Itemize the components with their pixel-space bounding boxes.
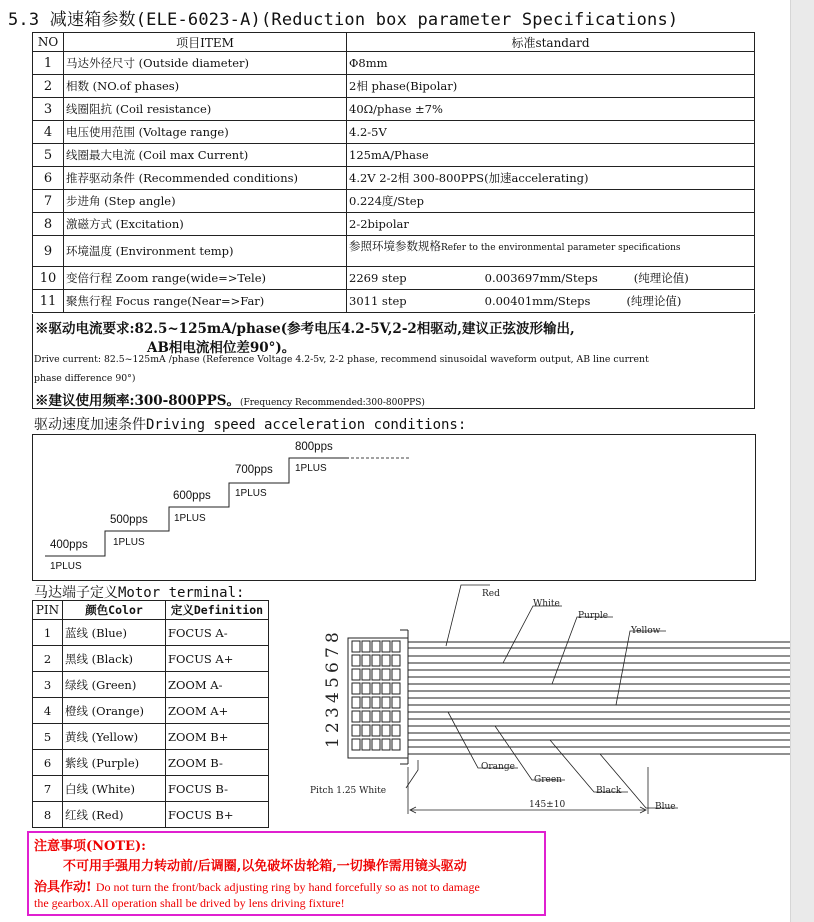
drive-note-en-2: phase difference 90°) [34, 373, 136, 384]
spec-no: 1 [33, 52, 64, 75]
attention-line-2-cn: 治具作动! [34, 880, 92, 895]
pin-number-label: 1 [323, 737, 343, 748]
pin-number: 3 [33, 672, 63, 698]
pin-color: 白线 (White) [63, 776, 166, 802]
pin-definition: ZOOM A- [166, 672, 269, 698]
step-plus-2: 1PLUS [113, 537, 145, 548]
spec-no: 3 [33, 98, 64, 121]
pin-number: 2 [33, 646, 63, 672]
focus-steps: 3011 step [349, 294, 407, 308]
pin-definition: FOCUS B- [166, 776, 269, 802]
spec-item: 环境温度 (Environment temp) [64, 236, 347, 267]
frequency-note-en: (Frequency Recommended:300-800PPS) [240, 398, 425, 408]
pin-number-label: 6 [323, 662, 343, 673]
table-row [33, 213, 755, 236]
pin-number: 4 [33, 698, 63, 724]
spec-no: 8 [33, 213, 64, 236]
wire-label-yellow: Yellow [631, 626, 661, 636]
pin-definition: FOCUS B+ [166, 802, 269, 828]
pin-number-label: 4 [323, 692, 343, 703]
spec-value-en: Refer to the environmental parameter specifications [441, 243, 681, 253]
pin-number: 8 [33, 802, 63, 828]
pin-number: 1 [33, 620, 63, 646]
spec-item: 变倍行程 Zoom range(wide=>Tele) [64, 267, 347, 290]
length-label: 145±10 [529, 800, 566, 810]
spec-value [347, 236, 755, 267]
acceleration-diagram [32, 434, 756, 581]
spec-value: 2-2bipolar [347, 213, 755, 236]
spec-item: 相数 (NO.of phases) [64, 75, 347, 98]
spec-item: 步进角 (Step angle) [64, 190, 347, 213]
table-row [33, 672, 269, 698]
pin-header-row [33, 601, 269, 620]
pin-definition: FOCUS A- [166, 620, 269, 646]
table-row [33, 121, 755, 144]
step-speed-400: 400pps [50, 539, 88, 551]
pin-definition: ZOOM B- [166, 750, 269, 776]
step-plus-1: 1PLUS [50, 561, 82, 572]
spec-value: 0.224度/Step [347, 190, 755, 213]
spec-item: 线圈最大电流 (Coil max Current) [64, 144, 347, 167]
zoom-note: (纯理论值) [633, 271, 689, 285]
spec-item: 聚焦行程 Focus range(Near=>Far) [64, 290, 347, 313]
wire-label-blue: Blue [655, 802, 676, 812]
pin-definition: FOCUS A+ [166, 646, 269, 672]
table-row [33, 290, 755, 313]
spec-no: 7 [33, 190, 64, 213]
drive-note-en-1: Drive current: 82.5~125mA /phase (Reference Voltage 4.2-5v, 2-2 phase, recommend sinusoidal waveform output, AB line current [34, 354, 649, 365]
acceleration-title: 驱动速度加速条件Driving speed acceleration conditions: [34, 417, 467, 433]
frequency-note-cn: ※建议使用频率:300-800PPS。 [35, 393, 240, 409]
wire-label-purple: Purple [578, 611, 609, 621]
pin-header-color: 颜色Color [63, 601, 166, 620]
table-row [33, 236, 755, 267]
pin-number-label: 7 [323, 647, 343, 658]
spec-item: 电压使用范围 (Voltage range) [64, 121, 347, 144]
spec-no: 2 [33, 75, 64, 98]
frequency-note [35, 389, 425, 409]
pitch-label: Pitch 1.25 White [310, 786, 387, 796]
spec-no: 4 [33, 121, 64, 144]
spec-table [32, 32, 755, 313]
motor-terminal-table [32, 600, 269, 828]
wire-label-green: Green [534, 775, 562, 785]
spec-no: 10 [33, 267, 64, 290]
pin-definition: ZOOM A+ [166, 698, 269, 724]
pin-number-label: 5 [323, 677, 343, 688]
spec-item: 线圈阻抗 (Coil resistance) [64, 98, 347, 121]
drive-note-cn-1: ※驱动电流要求:82.5~125mA/phase(参考电压4.2-5V,2-2相驱动,建议正弦波形输出, [35, 321, 575, 337]
step-speed-600: 600pps [173, 490, 211, 502]
pin-number: 6 [33, 750, 63, 776]
spec-header-row [33, 33, 755, 52]
connector-housing [348, 630, 408, 764]
focus-note: (纯理论值) [626, 294, 682, 308]
pin-header-definition: 定义Definition [166, 601, 269, 620]
step-speed-700: 700pps [235, 464, 273, 476]
pin-header-pin: PIN [33, 601, 63, 620]
spec-value: 4.2-5V [347, 121, 755, 144]
spec-no: 9 [33, 236, 64, 267]
table-row [33, 698, 269, 724]
table-row [33, 167, 755, 190]
pin-color: 紫线 (Purple) [63, 750, 166, 776]
attention-line-2 [34, 876, 480, 895]
spec-no: 5 [33, 144, 64, 167]
spec-value: 2相 phase(Bipolar) [347, 75, 755, 98]
spec-no: 6 [33, 167, 64, 190]
attention-line-1: 不可用手强用力转动前/后调圈,以免破坏齿轮箱,一切操作需用镜头驱动 [63, 859, 467, 874]
wire-label-white: White [533, 599, 560, 609]
pin-number: 5 [33, 724, 63, 750]
table-row [33, 267, 755, 290]
table-row [33, 98, 755, 121]
ribbon-cable [408, 642, 790, 754]
attention-title: 注意事项(NOTE): [34, 839, 146, 854]
table-row [33, 52, 755, 75]
table-row [33, 750, 269, 776]
step-plus-5: 1PLUS [295, 463, 327, 474]
drive-note-cn-2: AB相电流相位差90°)。 [147, 340, 296, 356]
spec-item: 推荐驱动条件 (Recommended conditions) [64, 167, 347, 190]
pin-color: 绿线 (Green) [63, 672, 166, 698]
spec-item: 激磁方式 (Excitation) [64, 213, 347, 236]
pin-color: 蓝线 (Blue) [63, 620, 166, 646]
zoom-steps: 2269 step [349, 271, 407, 285]
table-row [33, 646, 269, 672]
spec-header-item: 项目ITEM [64, 33, 347, 52]
pin-color: 橙线 (Orange) [63, 698, 166, 724]
spec-value: 125mA/Phase [347, 144, 755, 167]
section-heading: 5.3 减速箱参数(ELE-6023-A)(Reduction box parameter Specifications) [8, 10, 679, 30]
spec-header-no: NO [33, 33, 64, 52]
pin-definition: ZOOM B+ [166, 724, 269, 750]
zoom-resolution: 0.003697mm/Steps [484, 271, 598, 285]
spec-value: 4.2V 2-2相 300-800PPS(加速accelerating) [347, 167, 755, 190]
pin-color: 黄线 (Yellow) [63, 724, 166, 750]
spec-no: 11 [33, 290, 64, 313]
spec-value [347, 290, 755, 313]
spec-value [347, 267, 755, 290]
table-row [33, 620, 269, 646]
step-speed-800: 800pps [295, 441, 333, 453]
spec-header-standard: 标准standard [347, 33, 755, 52]
connector-diagram [300, 582, 790, 822]
spec-value: 40Ω/phase ±7% [347, 98, 755, 121]
staircase-svg [33, 435, 755, 580]
spec-item: 马达外径尺寸 (Outside diameter) [64, 52, 347, 75]
spec-value-cn: 参照环境参数规格 [349, 239, 441, 253]
focus-resolution: 0.00401mm/Steps [484, 294, 591, 308]
step-speed-500: 500pps [110, 514, 148, 526]
pin-number: 7 [33, 776, 63, 802]
step-plus-3: 1PLUS [174, 513, 206, 524]
table-row [33, 802, 269, 828]
motor-terminal-title: 马达端子定义Motor terminal: [34, 585, 245, 601]
attention-line-3: the gearbox.All operation shall be drived by lens driving fixture! [34, 896, 345, 910]
wire-label-orange: Orange [481, 762, 515, 772]
scrollbar-track[interactable] [790, 0, 814, 922]
table-row [33, 724, 269, 750]
drive-notes [32, 314, 755, 409]
wire-label-black: Black [596, 786, 622, 796]
attention-box [27, 831, 546, 916]
step-plus-4: 1PLUS [235, 488, 267, 499]
pin-number-label: 3 [323, 707, 343, 718]
table-row [33, 190, 755, 213]
pin-color: 黑线 (Black) [63, 646, 166, 672]
pin-number-label: 2 [323, 722, 343, 733]
wire-label-red: Red [482, 589, 500, 599]
attention-line-2-en: Do not turn the front/back adjusting ring by hand forcefully so as not to damage [95, 880, 480, 894]
pin-color: 红线 (Red) [63, 802, 166, 828]
table-row [33, 75, 755, 98]
table-row [33, 144, 755, 167]
table-row [33, 776, 269, 802]
spec-value: Φ8mm [347, 52, 755, 75]
pin-number-label: 8 [323, 632, 343, 643]
